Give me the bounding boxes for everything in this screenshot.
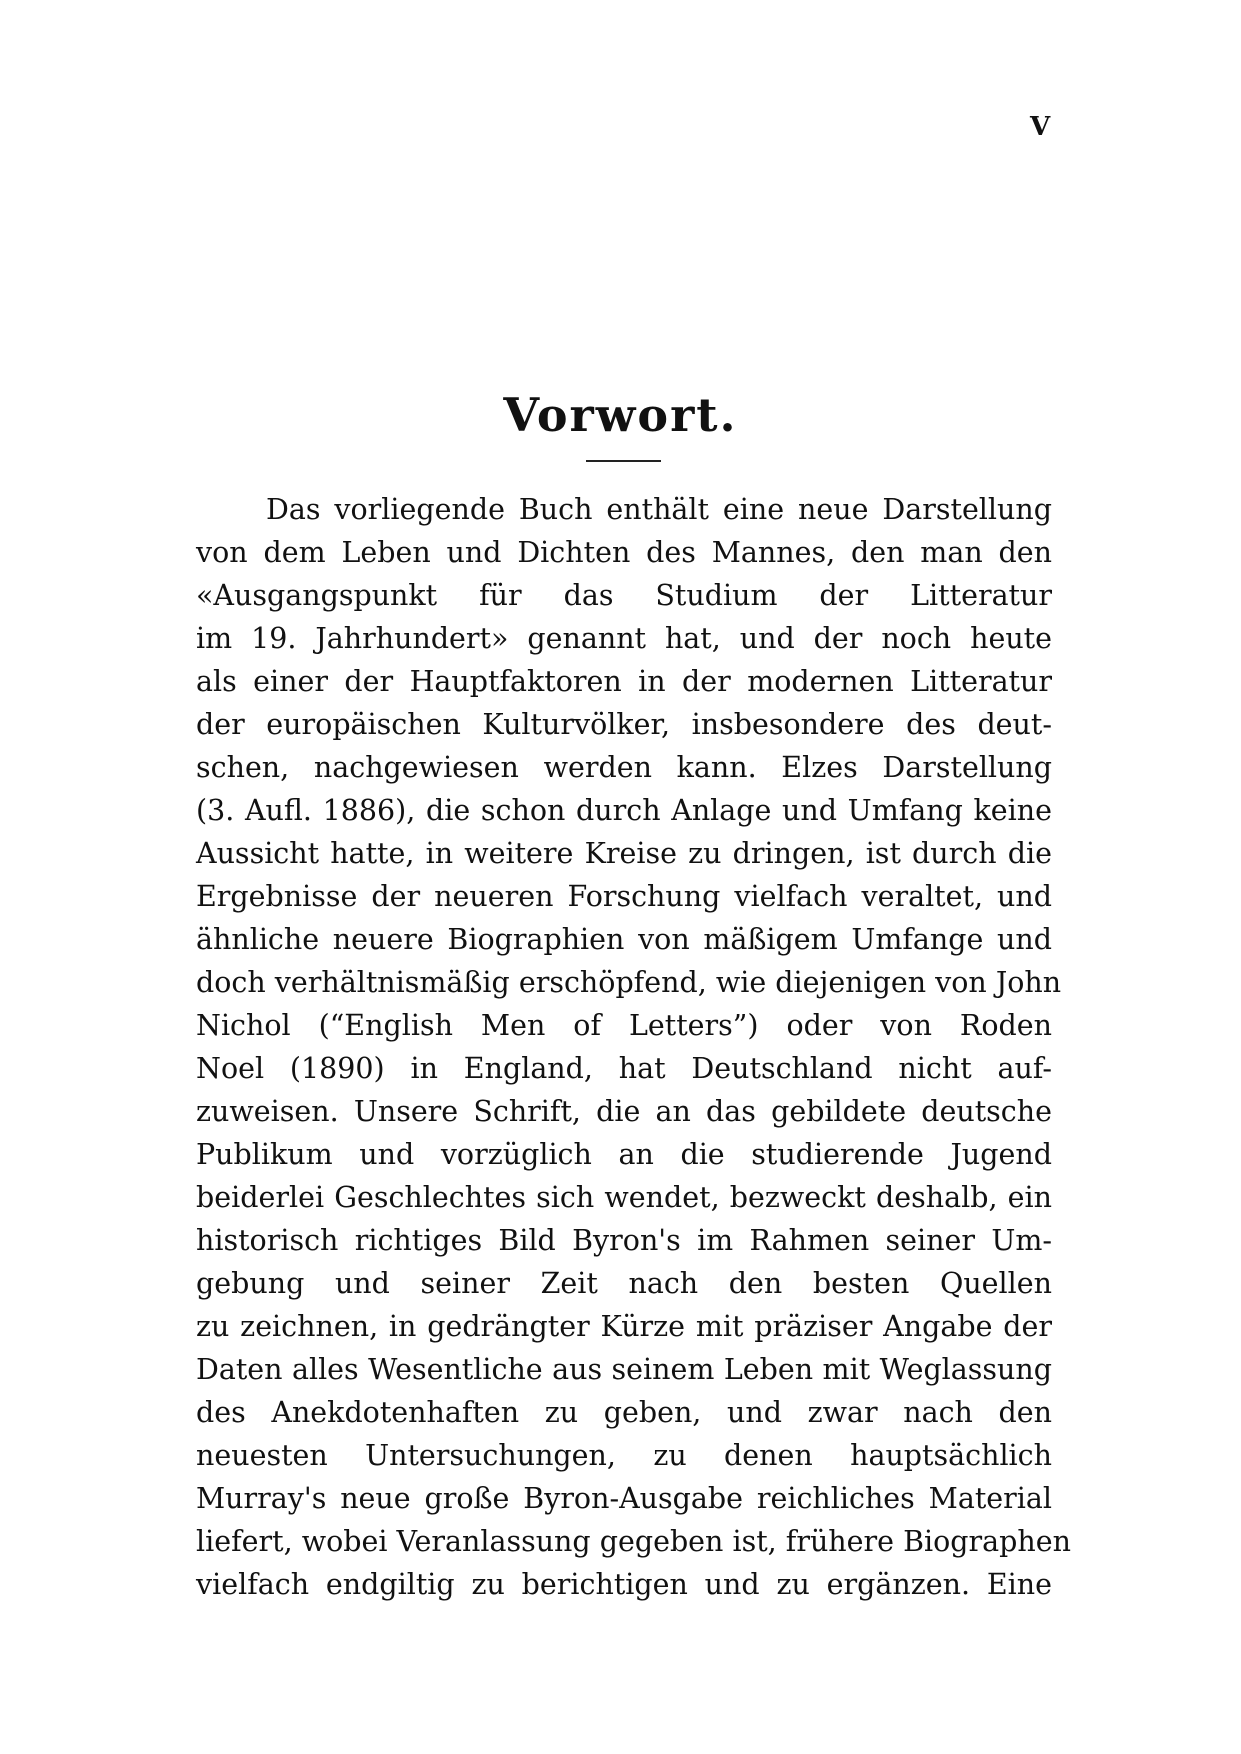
text-line: vielfach endgiltig zu berichtigen und zu ergänzen. Eine bbox=[196, 1568, 1052, 1601]
text-line: «Ausgangspunkt für das Studium der Litteratur bbox=[196, 579, 1052, 612]
page-number: V bbox=[1030, 112, 1051, 142]
text-line: historisch richtiges Bild Byron's im Rahmen seiner Um- bbox=[196, 1224, 1052, 1257]
text-line: Aussicht hatte, in weitere Kreise zu dringen, ist durch die bbox=[196, 837, 1052, 870]
text-line: doch verhältnismäßig erschöpfend, wie diejenigen von John bbox=[196, 966, 1062, 999]
text-line: Nichol (“English Men of Letters”) oder von Roden bbox=[196, 1009, 1052, 1042]
text-line: beiderlei Geschlechtes sich wendet, bezweckt deshalb, ein bbox=[196, 1181, 1052, 1214]
body-paragraph bbox=[196, 488, 1071, 1606]
text-line: der europäischen Kulturvölker, insbesondere des deut- bbox=[196, 708, 1052, 741]
text-line: schen, nachgewiesen werden kann. Elzes Darstellung bbox=[196, 751, 1052, 784]
text-line: Ergebnisse der neueren Forschung vielfach veraltet, und bbox=[196, 880, 1052, 913]
text-line: als einer der Hauptfaktoren in der modernen Litteratur bbox=[196, 665, 1052, 698]
text-line: ähnliche neuere Biographien von mäßigem Umfange und bbox=[196, 923, 1052, 956]
text-line: Publikum und vorzüglich an die studierende Jugend bbox=[196, 1138, 1052, 1171]
text-line: zu zeichnen, in gedrängter Kürze mit präziser Angabe der bbox=[196, 1310, 1052, 1343]
text-line: gebung und seiner Zeit nach den besten Quellen bbox=[196, 1267, 1052, 1300]
text-line: von dem Leben und Dichten des Mannes, den man den bbox=[196, 536, 1052, 569]
text-line: Noel (1890) in England, hat Deutschland nicht auf- bbox=[196, 1052, 1052, 1085]
text-line: Das vorliegende Buch enthält eine neue Darstellung bbox=[266, 493, 1052, 526]
page-title: Vorwort. bbox=[503, 388, 738, 442]
text-line: zuweisen. Unsere Schrift, die an das gebildete deutsche bbox=[196, 1095, 1052, 1128]
text-line: neuesten Untersuchungen, zu denen hauptsächlich bbox=[196, 1439, 1052, 1472]
text-line: des Anekdotenhaften zu geben, und zwar nach den bbox=[196, 1396, 1052, 1429]
text-line: Daten alles Wesentliche aus seinem Leben mit Weglassung bbox=[196, 1353, 1052, 1386]
text-line: (3. Aufl. 1886), die schon durch Anlage und Umfang keine bbox=[196, 794, 1052, 827]
text-line: Murray's neue große Byron-Ausgabe reichliches Material bbox=[196, 1482, 1052, 1515]
text-line: liefert, wobei Veranlassung gegeben ist, frühere Biographen bbox=[196, 1525, 1071, 1558]
text-line: im 19. Jahrhundert» genannt hat, und der noch heute bbox=[196, 622, 1052, 655]
title-divider bbox=[586, 460, 661, 462]
